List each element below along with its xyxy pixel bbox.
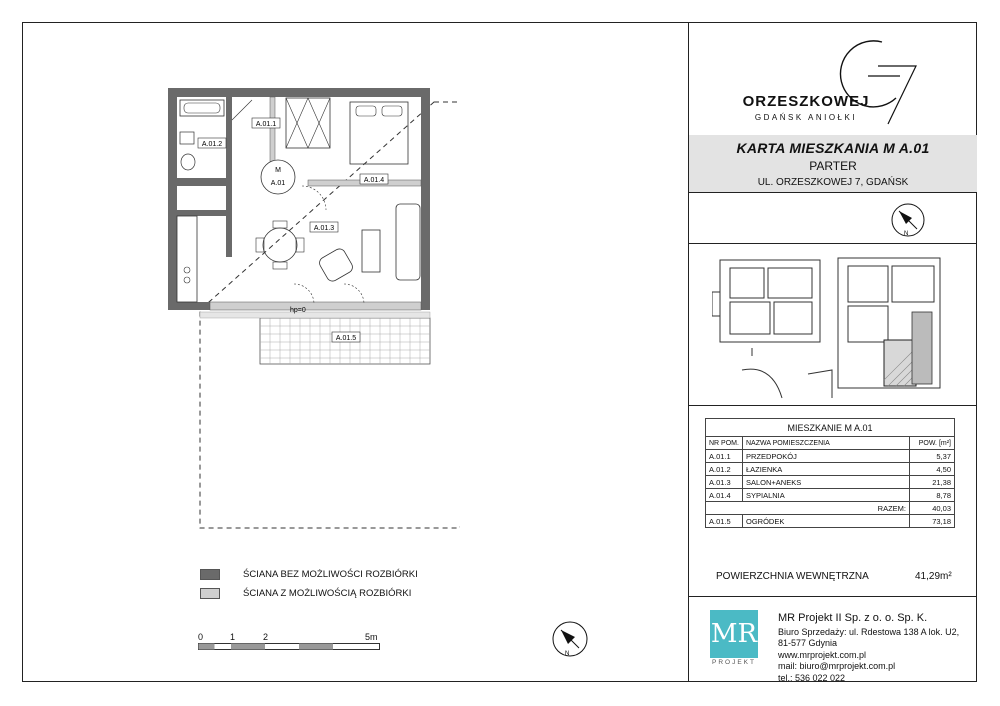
- rooms-table: [705, 418, 955, 528]
- legend-swatch-removable: [200, 588, 220, 599]
- divider-line: [688, 405, 977, 406]
- legend-removable-wall: ŚCIANA Z MOŻLIWOŚCIĄ ROZBIÓRKI: [243, 588, 412, 599]
- cell-nr: A.01.3: [706, 476, 743, 489]
- scale-bar: [198, 643, 380, 651]
- brand-name: ORZESZKOWEJ: [742, 93, 870, 110]
- panel-divider: [688, 22, 689, 682]
- table-row: [706, 489, 955, 502]
- cell-area: 4,50: [910, 463, 955, 476]
- cell-area: 73,18: [910, 515, 955, 528]
- col-header-name: NAZWA POMIESZCZENIA: [743, 437, 910, 450]
- cell-area: 5,37: [910, 450, 955, 463]
- scale-tick-0: 0: [198, 632, 204, 642]
- company-email-link[interactable]: mail: biuro@mrprojekt.com.pl: [778, 661, 896, 671]
- scale-tick-2: 2: [263, 632, 269, 642]
- internal-area-label: POWIERZCHNIA WEWNĘTRZNA: [716, 571, 869, 582]
- company-phone: tel.: 536 022 022: [778, 672, 846, 683]
- scale-tick-5: 5m: [365, 632, 378, 642]
- cell-name: SALON+ANEKS: [743, 476, 910, 489]
- compass-icon: [890, 202, 926, 238]
- company-name: MR Projekt II Sp. z o. o. Sp. K.: [778, 612, 928, 624]
- legend-fixed-wall: ŚCIANA BEZ MOŻLIWOŚCI ROZBIÓRKI: [243, 569, 418, 580]
- total-label: RAZEM:: [706, 502, 910, 515]
- title-box: [689, 135, 977, 192]
- mr-projekt-logo-label: PROJEKT: [712, 659, 756, 666]
- cell-nr: A.01.2: [706, 463, 743, 476]
- room-label: A.01.1: [255, 121, 277, 128]
- table-row: [706, 515, 955, 528]
- room-label: A.01.4: [363, 177, 385, 184]
- scale-tick-1: 1: [230, 632, 236, 642]
- room-label: A.01.5: [335, 335, 357, 342]
- floor-plan: [160, 80, 460, 530]
- table-row: [706, 476, 955, 489]
- card-title: KARTA MIESZKANIA M A.01: [736, 140, 930, 156]
- table-row: [706, 463, 955, 476]
- total-value: 40,03: [910, 502, 955, 515]
- room-label: A.01.3: [313, 225, 335, 232]
- compass-n-label: N: [565, 651, 570, 657]
- brand-block: [736, 93, 876, 122]
- cell-nr: A.01.1: [706, 450, 743, 463]
- mr-projekt-logo: MR: [710, 610, 758, 658]
- col-header-nr: NR POM.: [706, 437, 743, 450]
- unit-code: A.01: [270, 180, 286, 187]
- table-heading: MIESZKANIE M A.01: [706, 419, 955, 437]
- table-total-row: [706, 502, 955, 515]
- cell-name: PRZEDPOKÓJ: [743, 450, 910, 463]
- compass-n-label: N: [904, 231, 909, 237]
- floor-label: PARTER: [809, 159, 857, 173]
- hp-label: hp=0: [290, 307, 306, 314]
- room-label: A.01.2: [201, 141, 223, 148]
- internal-area-value: 41,29m²: [915, 571, 952, 582]
- table-row: [706, 450, 955, 463]
- company-office-line2: 81-577 Gdynia: [778, 638, 838, 648]
- cell-nr: A.01.4: [706, 489, 743, 502]
- unit-label: M: [275, 167, 281, 174]
- company-info: [778, 613, 959, 684]
- cell-name: ŁAZIENKA: [743, 463, 910, 476]
- company-website-link[interactable]: www.mrprojekt.com.pl: [778, 649, 867, 660]
- compass-icon: [551, 620, 589, 658]
- cell-nr: A.01.5: [706, 515, 743, 528]
- address-label: UL. ORZESZKOWEJ 7, GDAŃSK: [757, 177, 909, 188]
- cell-area: 21,38: [910, 476, 955, 489]
- divider-line: [688, 596, 977, 597]
- company-office-line1: Biuro Sprzedaży: ul. Rdestowa 138 A lok. U2,: [778, 626, 960, 637]
- divider-line: [688, 192, 977, 193]
- key-plan: [712, 252, 962, 402]
- cell-name: SYPIALNIA: [743, 489, 910, 502]
- col-header-area: POW. [m²]: [910, 437, 955, 450]
- divider-line: [688, 243, 977, 244]
- legend-swatch-fixed: [200, 569, 220, 580]
- brand-subtitle: GDAŃSK ANIOŁKI: [754, 113, 858, 122]
- cell-area: 8,78: [910, 489, 955, 502]
- cell-name: OGRÓDEK: [743, 515, 910, 528]
